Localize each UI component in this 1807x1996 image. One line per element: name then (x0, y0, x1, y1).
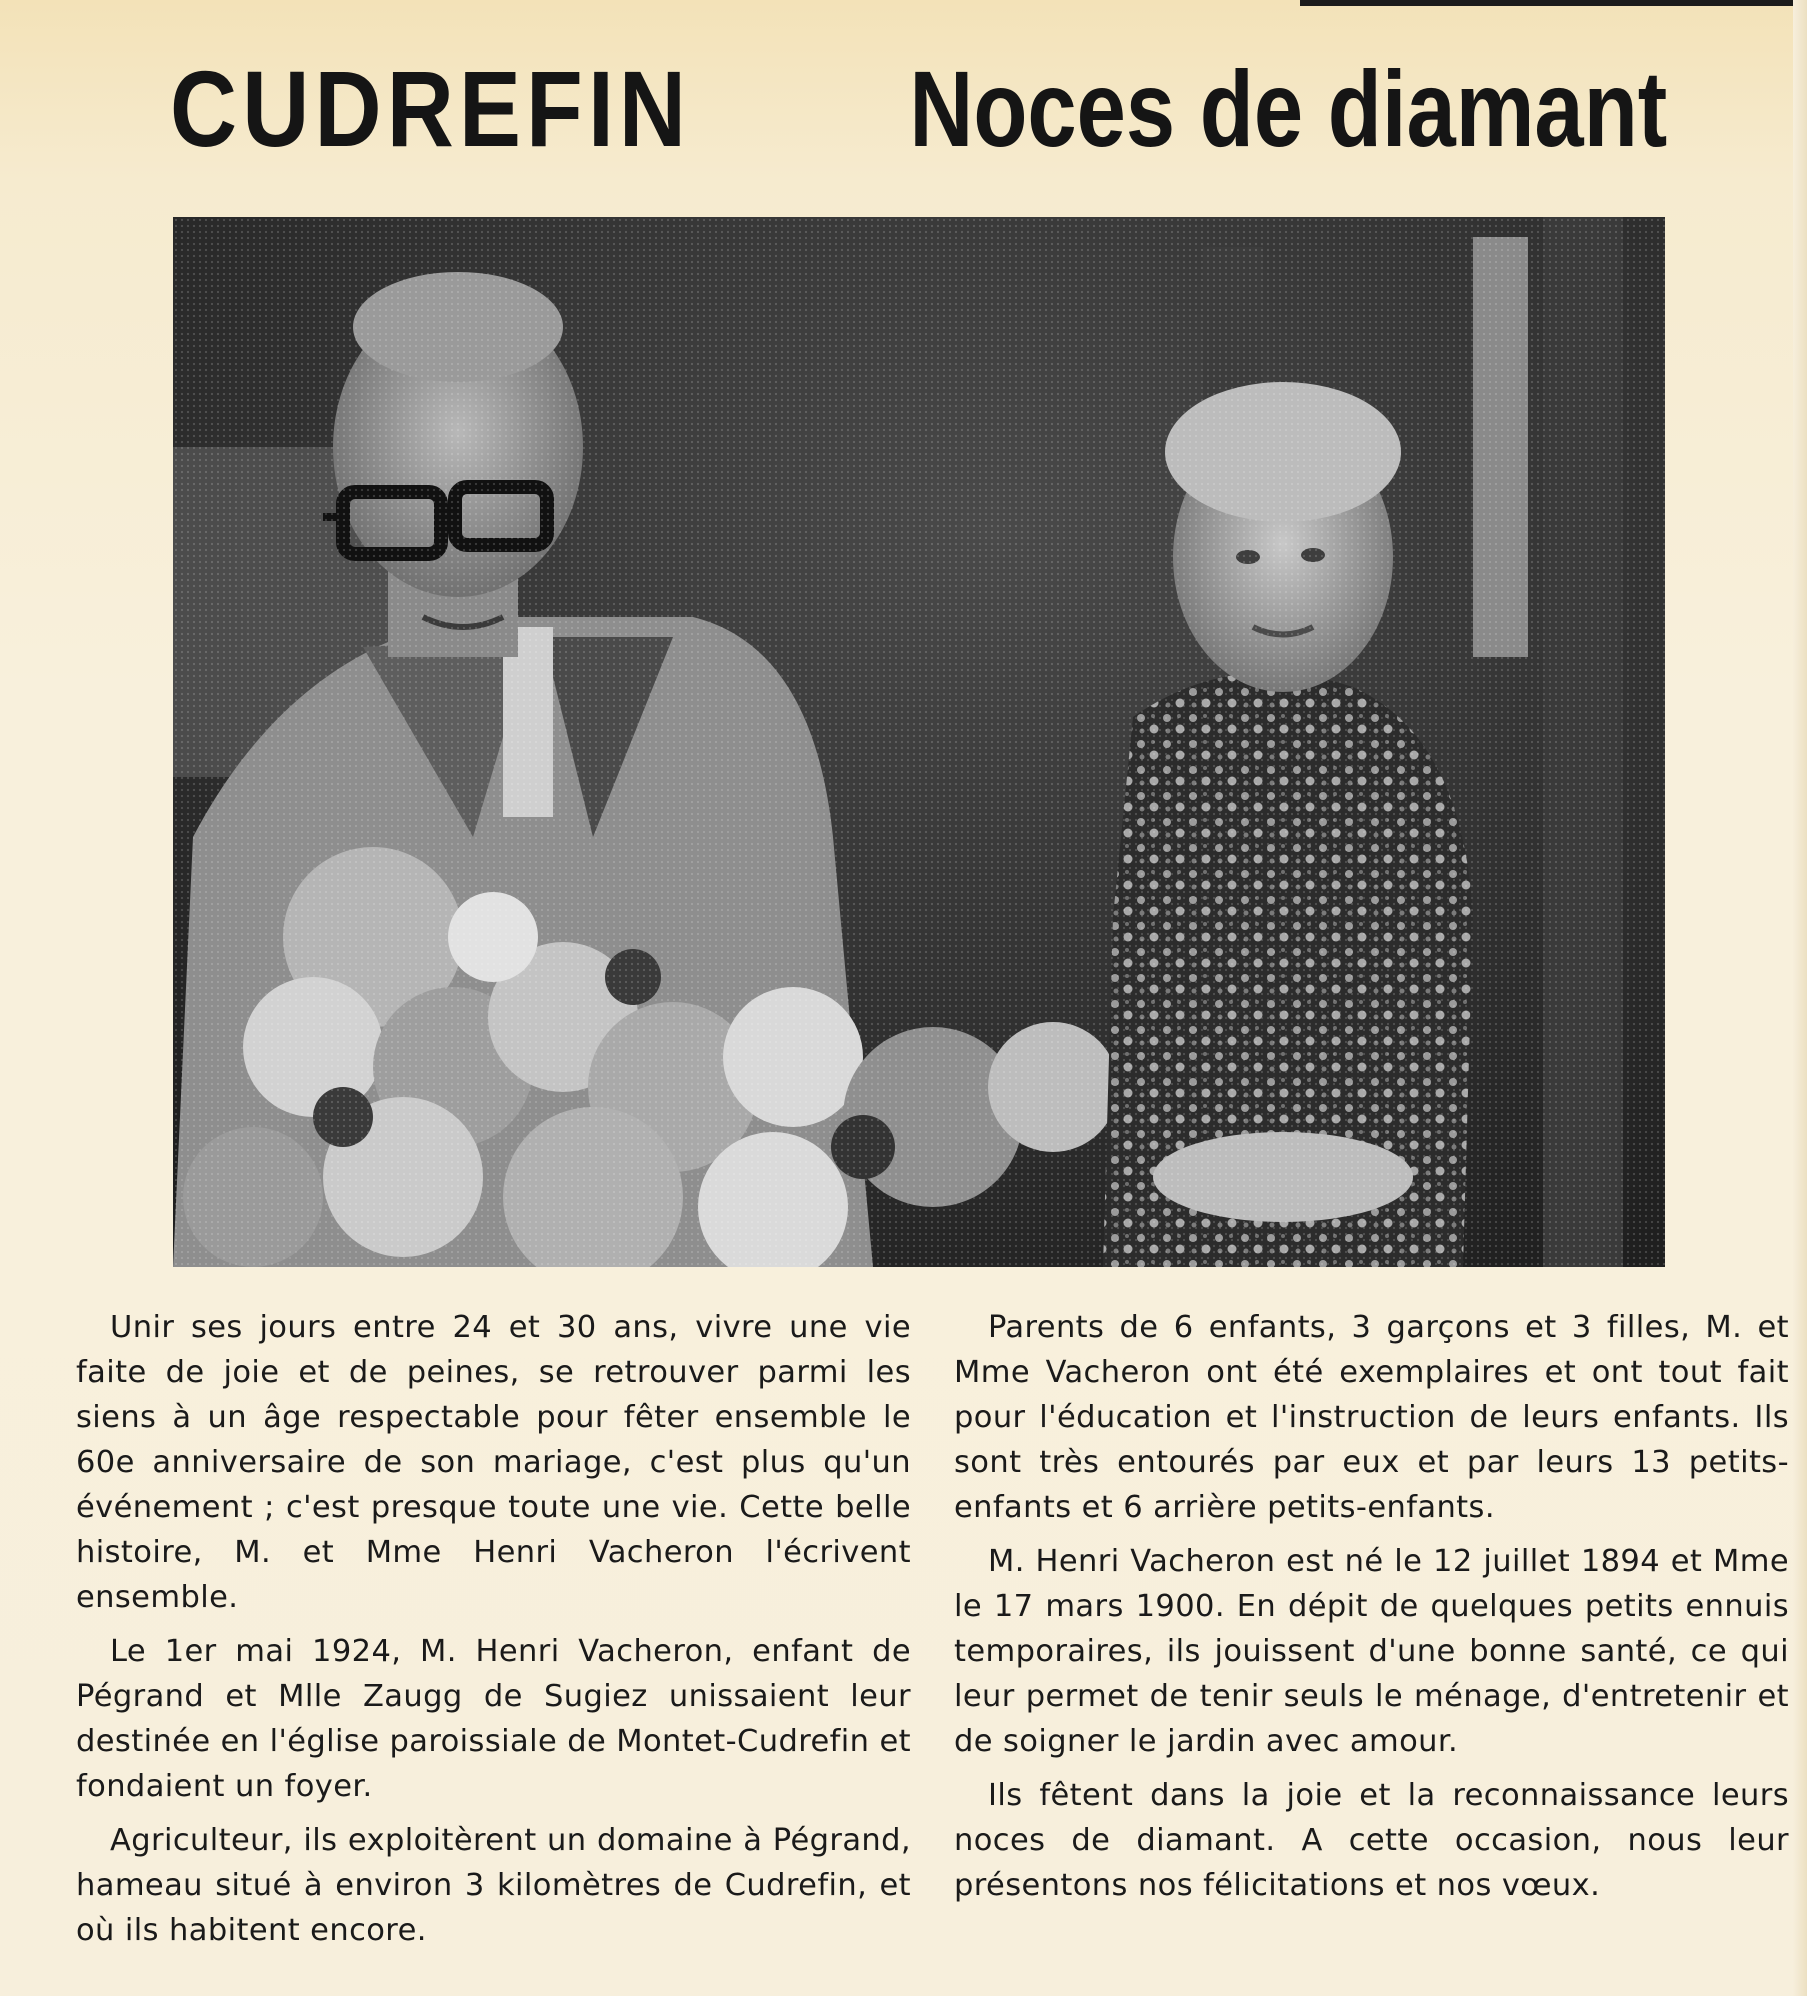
paragraph: Ils fêtent dans la joie et la reconnaissance leurs noces de diamant. A cette occasion, nous leur présentons nos félicitations et nos vœux. (954, 1778, 1789, 1903)
article-title: Noces de diamant (909, 48, 1667, 169)
couple-photo (173, 217, 1665, 1267)
column-left (76, 1305, 911, 1962)
top-rule (1300, 0, 1807, 6)
column-right (954, 1305, 1789, 1917)
place-heading: CUDREFIN (170, 48, 692, 169)
paragraph: M. Henri Vacheron est né le 12 juillet 1894 et Mme le 17 mars 1900. En dépit de quelques petits ennuis temporaires, ils jouissent d'une bonne santé, ce qui leur permet de tenir seuls le ménage, d'entretenir et de soigner le jardin avec amour. (954, 1544, 1789, 1759)
article-body (76, 1305, 1802, 1948)
paragraph: Le 1er mai 1924, M. Henri Vacheron, enfant de Pégrand et Mlle Zaugg de Sugiez unissaient leur destinée en l'église paroissiale de Montet-Cudrefin et fondaient un foyer. (76, 1634, 912, 1804)
paragraph: Agriculteur, ils exploitèrent un domaine à Pégrand, hameau situé à environ 3 kilomètres de Cudrefin, et où ils habitent encore. (76, 1823, 911, 1948)
paragraph: Unir ses jours entre 24 et 30 ans, vivre une vie faite de joie et de peines, se retrouver parmi les siens à un âge respectable pour fêter ensemble le 60e anniversaire de son mariage, c'est plus qu'un événement ; c'est presque toute une vie. Cette belle histoire, M. et Mme Henri Vacheron l'écrivent ensemble. (76, 1310, 911, 1615)
paragraph: Parents de 6 enfants, 3 garçons et 3 filles, M. et Mme Vacheron ont été exemplaires et ont tout fait pour l'éducation et l'instruction de leurs enfants. Ils sont très entourés par eux et par leurs 13 petits-enfants et 6 arrière petits-enfants. (954, 1310, 1789, 1525)
